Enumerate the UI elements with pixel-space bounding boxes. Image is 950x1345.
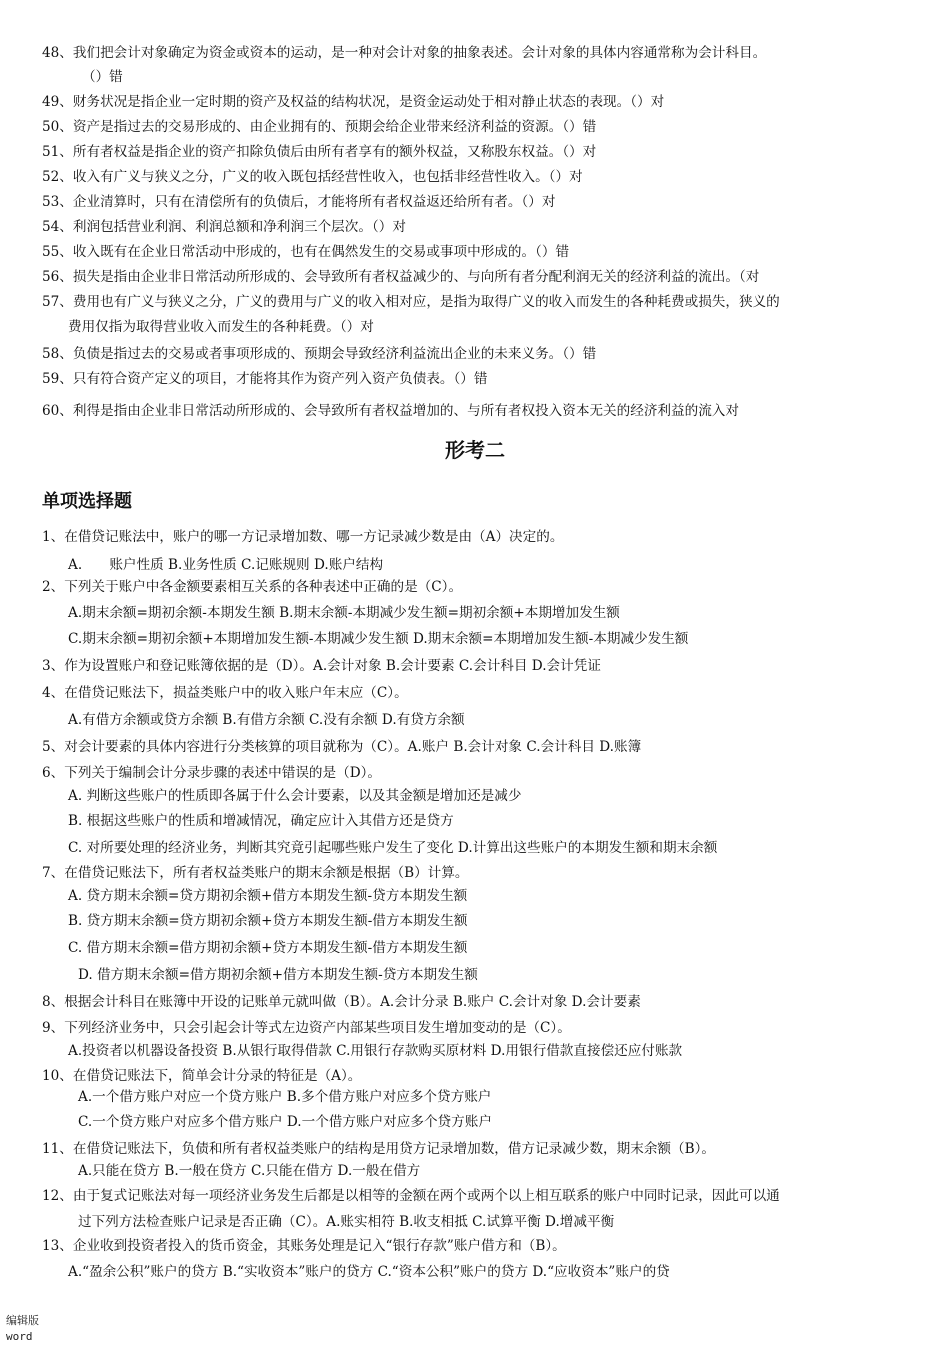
question-2-options-ab: A.期末余额=期初余额-本期发生额 B.期末余额-本期减少发生额=期初余额+本期增加发生额 [68, 605, 620, 621]
judgment-50: 50、资产是指过去的交易形成的、由企业拥有的、预期会给企业带来经济利益的资源。（）错 [42, 119, 597, 135]
question-12-line2: 过下列方法检查账户记录是否正确（C）。A.账实相符 B.收支相抵 C.试算平衡 D.增减平衡 [78, 1214, 615, 1230]
judgment-58: 58、负债是指过去的交易或者事项形成的、预期会导致经济利益流出企业的未来义务。（）错 [42, 346, 597, 362]
question-1-options: A. 账户性质 B.业务性质 C.记账规则 D.账户结构 [68, 557, 384, 573]
question-7-option-c: C. 借方期末余额=借方期初余额+贷方本期发生额-借方本期发生额 [68, 940, 468, 956]
question-3: 3、作为设置账户和登记账簿依据的是（D）。A.会计对象 B.会计要素 C.会计科目 D.会计凭证 [42, 658, 601, 674]
question-9-options: A.投资者以机器设备投资 B.从银行取得借款 C.用银行存款购买原材料 D.用银行借款直接偿还应付账款 [68, 1043, 683, 1059]
question-6: 6、下列关于编制会计分录步骤的表述中错误的是（D）。 [42, 765, 381, 781]
judgment-56: 56、损失是指由企业非日常活动所形成的、会导致所有者权益减少的、与向所有者分配利润无关的经济利益的流出。（对 [42, 269, 760, 285]
judgment-54: 54、利润包括营业利润、利润总额和净利润三个层次。（）对 [42, 219, 406, 235]
question-2-options-cd: C.期末余额=期初余额+本期增加发生额-本期减少发生额 D.期末余额=本期增加发生额-本期减少发生额 [68, 631, 689, 647]
question-4: 4、在借贷记账法下，损益类账户中的收入账户年末应（C）。 [42, 685, 408, 701]
question-8: 8、根据会计科目在账簿中开设的记账单元就叫做（B）。A.会计分录 B.账户 C.会计对象 D.会计要素 [42, 994, 641, 1010]
question-4-options: A.有借方余额或贷方余额 B.有借方余额 C.没有余额 D.有贷方余额 [68, 712, 465, 728]
question-10: 10、在借贷记账法下，简单会计分录的特征是（A）。 [42, 1068, 362, 1084]
footer-note [6, 1313, 39, 1345]
question-6-option-a: A. 判断这些账户的性质即各属于什么会计要素，以及其金额是增加还是减少 [68, 788, 522, 804]
question-2: 2、下列关于账户中各金额要素相互关系的各种表述中正确的是（C）。 [42, 579, 463, 595]
judgment-57-line2: 费用仅指为取得营业收入而发生的各种耗费。（）对 [68, 319, 374, 335]
question-10-options-cd: C.一个贷方账户对应多个借方账户 D.一个借方账户对应多个贷方账户 [78, 1114, 492, 1130]
question-7-option-a: A. 贷方期末余额=贷方期初余额+借方本期发生额-贷方本期发生额 [68, 888, 468, 904]
judgment-49: 49、财务状况是指企业一定时期的资产及权益的结构状况，是资金运动处于相对静止状态的表现。（）对 [42, 94, 665, 110]
section-title: 形考二 [445, 438, 505, 462]
judgment-55: 55、收入既有在企业日常活动中形成的，也有在偶然发生的交易或事项中形成的。（）错 [42, 244, 570, 260]
question-12-line1: 12、由于复式记账法对每一项经济业务发生后都是以相等的金额在两个或两个以上相互联系的账户中同时记录，因此可以通 [42, 1188, 780, 1204]
question-7-option-d: D. 借方期末余额=借方期初余额+借方本期发生额-贷方本期发生额 [78, 967, 478, 983]
question-13: 13、企业收到投资者投入的货币资金，其账务处理是记入“银行存款”账户借方和（B）。 [42, 1238, 566, 1254]
judgment-53: 53、企业清算时，只有在清偿所有的负债后，才能将所有者权益返还给所有者。（）对 [42, 194, 556, 210]
question-7: 7、在借贷记账法下，所有者权益类账户的期末余额是根据（B）计算。 [42, 865, 469, 881]
question-5: 5、对会计要素的具体内容进行分类核算的项目就称为（C）。A.账户 B.会计对象 C.会计科目 D.账簿 [42, 739, 642, 755]
question-7-option-b: B. 贷方期末余额=贷方期初余额+贷方本期发生额-借方本期发生额 [68, 913, 468, 929]
footer-line-1: 编辑版 [6, 1314, 39, 1327]
section-subtitle: 单项选择题 [42, 491, 132, 512]
question-6-options-cd: C. 对所要处理的经济业务，判断其究竟引起哪些账户发生了变化 D.计算出这些账户的本期发生额和期末余额 [68, 840, 718, 856]
judgment-52: 52、收入有广义与狭义之分，广义的收入既包括经营性收入，也包括非经营性收入。（）对 [42, 169, 583, 185]
question-11-options: A.只能在贷方 B.一般在贷方 C.只能在借方 D.一般在借方 [78, 1163, 421, 1179]
judgment-60: 60、利得是指由企业非日常活动所形成的、会导致所有者权益增加的、与所有者权投入资本无关的经济利益的流入对 [42, 403, 739, 419]
question-1: 1、在借贷记账法中，账户的哪一方记录增加数、哪一方记录减少数是由（A）决定的。 [42, 529, 564, 545]
judgment-48-line1: 48、我们把会计对象确定为资金或资本的运动，是一种对会计对象的抽象表述。会计对象的具体内容通常称为会计科目。 [42, 45, 767, 61]
question-11: 11、在借贷记账法下，负债和所有者权益类账户的结构是用贷方记录增加数，借方记录减少数，期末余额（B）。 [42, 1141, 715, 1157]
question-6-option-b: B. 根据这些账户的性质和增减情况，确定应计入其借方还是贷方 [68, 813, 454, 829]
judgment-57-line1: 57、费用也有广义与狭义之分，广义的费用与广义的收入相对应，是指为取得广义的收入而发生的各种耗费或损失，狭义的 [42, 294, 780, 310]
judgment-59: 59、只有符合资产定义的项目，才能将其作为资产列入资产负债表。（）错 [42, 371, 488, 387]
judgment-48-line2: （）错 [82, 69, 123, 85]
judgment-51: 51、所有者权益是指企业的资产扣除负债后由所有者享有的额外权益，又称股东权益。（）对 [42, 144, 597, 160]
question-13-options: A.“盈余公积”账户的贷方 B.“实收资本”账户的贷方 C.“资本公积”账户的贷方 D.“应收资本”账户的贷 [68, 1264, 670, 1280]
question-10-options-ab: A.一个借方账户对应一个贷方账户 B.多个借方账户对应多个贷方账户 [78, 1089, 492, 1105]
footer-line-2: word [6, 1330, 33, 1343]
question-9: 9、下列经济业务中，只会引起会计等式左边资产内部某些项目发生增加变动的是（C）。 [42, 1020, 571, 1036]
